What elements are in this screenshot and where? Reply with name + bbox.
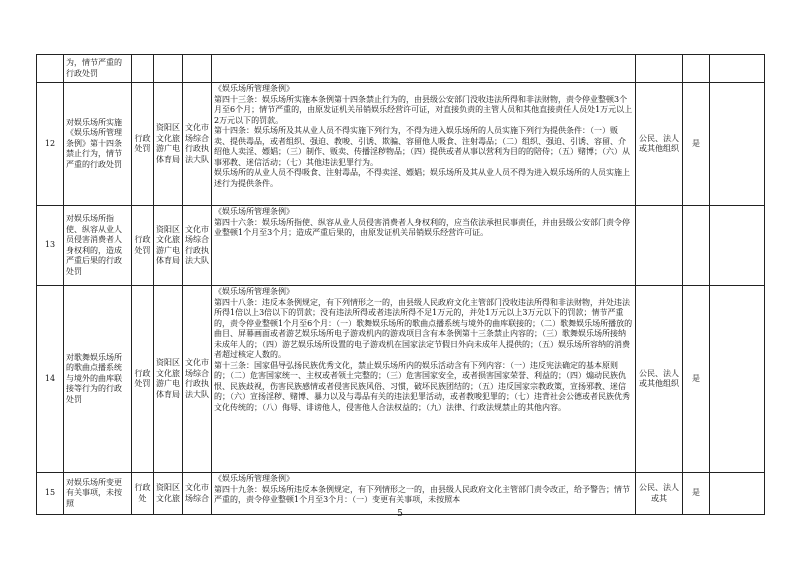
legal-basis: [212, 206, 636, 286]
row-number: [37, 55, 64, 83]
target-subject: [636, 206, 683, 286]
extra-cell: [710, 206, 765, 286]
flag-cell: [683, 55, 710, 83]
enforcement-dept: [183, 55, 212, 83]
enforcement-body: 资阳区文化旅游广电体育局: [154, 83, 183, 206]
enforcement-dept: 文化市场综合行政执法大队: [183, 83, 212, 206]
basis-paragraph: 第十四条：娱乐场所及其从业人员不得实施下列行为，不得为进入娱乐场所的人员实施下列行为提供条件：（一）贩卖、提供毒品，或者组织、强迫、教唆、引诱、欺骗、容留他人吸食、注射毒品；（二）组织、强迫、引诱、容留、介绍他人卖淫、嫖娼；（三）制作、贩卖、传播淫秽物品；（四）提供或者从事以营利为目的的陪侍；（五）赌博；（六）从事邪教、迷信活动；（七）其他违法犯罪行为。: [214, 126, 630, 167]
extra-cell: [710, 286, 765, 473]
item-name: 对歌舞娱乐场所的歌曲点播系统与境外的曲库联接等行为的行政处罚: [64, 286, 132, 473]
page-number: 5: [397, 509, 403, 519]
row-number: 15: [37, 473, 64, 515]
flag-cell: [683, 206, 710, 286]
basis-paragraph: 第四十九条：娱乐场所违反本条例规定，有下列情形之一的，由县级人民政府文化主管部门责令改正，给予警告；情节严重的，责令停业整顿1个月至3个月：（一）变更有关事项，未按照本: [214, 484, 630, 504]
enforcement-body: 资阳区文化旅游广电体育局: [154, 286, 183, 473]
row-number: 14: [37, 286, 64, 473]
penalty-type: [132, 55, 154, 83]
penalty-type: 行政处罚: [132, 286, 154, 473]
row-number: 12: [37, 83, 64, 206]
enforcement-dept: 文化市场综合行政执法大队: [183, 206, 212, 286]
penalty-type: 行政处: [132, 473, 154, 515]
basis-title: 《娱乐场所管理条例》: [214, 84, 294, 93]
target-subject: 公民、法人或其他组织: [636, 286, 683, 473]
extra-cell: [710, 83, 765, 206]
enforcement-dept: 文化市场综合: [183, 473, 212, 515]
item-name: 对娱乐场所变更有关事项，未按照: [64, 473, 132, 515]
item-name: 为，情节严重的行政处罚: [64, 55, 132, 83]
legal-basis: [212, 55, 636, 83]
basis-paragraph: 第十三条：国家倡导弘扬民族优秀文化，禁止娱乐场所内的娱乐活动含有下列内容：（一）违反宪法确定的基本原则的；（二）危害国家统一、主权或者领土完整的；（三）危害国家安全，或者损害国家荣誉、利益的；（四）煽动民族仇恨、民族歧视，伤害民族感情或者侵害民族风俗、习惯，破坏民族团结的；（五）违反国家宗教政策，宣扬邪教、迷信的；（六）宣扬淫秽、赌博、暴力以及与毒品有关的违法犯罪活动，或者教唆犯罪的；（七）违背社会公德或者民族优秀文化传统的；（八）侮辱、诽谤他人，侵害他人合法权益的；（九）法律、行政法规禁止的其他内容。: [214, 360, 630, 412]
penalty-type: 行政处罚: [132, 83, 154, 206]
target-subject: 公民、法人或其他组织: [636, 83, 683, 206]
table-row: [37, 83, 765, 206]
basis-paragraph: 第四十三条：娱乐场所实施本条例第十四条禁止行为的，由县级公安部门没收违法所得和非法财物，责令停业整顿3个月至6个月；情节严重的，由原发证机关吊销娱乐经营许可证，对直接负责的主管人员和其他直接责任人员处1万元以上2万元以下的罚款。: [214, 94, 633, 125]
basis-title: 《娱乐场所管理条例》: [214, 207, 294, 216]
flag-cell: 是: [683, 286, 710, 473]
enforcement-body: [154, 55, 183, 83]
item-name: 对娱乐场所实施《娱乐场所管理条例》第十四条禁止行为，情节严重的行政处罚: [64, 83, 132, 206]
penalty-type: 行政处罚: [132, 206, 154, 286]
table-row: [37, 55, 765, 83]
basis-paragraph: 第四十八条：违反本条例规定，有下列情形之一的，由县级人民政府文化主管部门没收违法所得和非法财物，并处违法所得1倍以上3倍以下的罚款；没有违法所得或者违法所得不足1万元的，并处1万元以上3万元以下的罚款；情节严重的，责令停业整顿1个月至6个月：（一）歌舞娱乐场所的歌曲点播系统与境外的曲库联接的；（二）歌舞娱乐场所播放的曲目、屏幕画面或者游艺娱乐场所电子游戏机内的游戏项目含有本条例第十三条禁止内容的；（三）歌舞娱乐场所接纳未成年人的；（四）游艺娱乐场所设置的电子游戏机在国家法定节假日外向未成年人提供的；（五）娱乐场所容纳的消费者超过核定人数的。: [214, 297, 633, 359]
enforcement-body: 资阳区文化旅: [154, 473, 183, 515]
target-subject: [636, 55, 683, 83]
basis-title: 《娱乐场所管理条例》: [214, 474, 294, 483]
table-row: [37, 286, 765, 473]
basis-paragraph: 第四十六条：娱乐场所指使、纵容从业人员侵害消费者人身权利的，应当依法承担民事责任，并由县级公安部门责令停业整顿1个月至3个月；造成严重后果的，由原发证机关吊销娱乐经营许可证。: [214, 217, 630, 237]
basis-title: 《娱乐场所管理条例》: [214, 287, 294, 296]
enforcement-dept: 文化市场综合行政执法大队: [183, 286, 212, 473]
target-subject: 公民、法人或其: [636, 473, 683, 515]
penalty-table: [36, 54, 765, 515]
legal-basis: [212, 83, 636, 206]
table-row: [37, 206, 765, 286]
legal-basis: [212, 286, 636, 473]
extra-cell: [710, 55, 765, 83]
basis-paragraph: 娱乐场所的从业人员不得吸食、注射毒品，不得卖淫、嫖娼；娱乐场所及其从业人员不得为进入娱乐场所的人员实施上述行为提供条件。: [214, 168, 630, 188]
item-name: 对娱乐场所指使、纵容从业人员侵害消费者人身权利的，造成严重后果的行政处罚: [64, 206, 132, 286]
flag-cell: 是: [683, 473, 710, 515]
row-number: 13: [37, 206, 64, 286]
flag-cell: 是: [683, 83, 710, 206]
enforcement-body: 资阳区文化旅游广电体育局: [154, 206, 183, 286]
